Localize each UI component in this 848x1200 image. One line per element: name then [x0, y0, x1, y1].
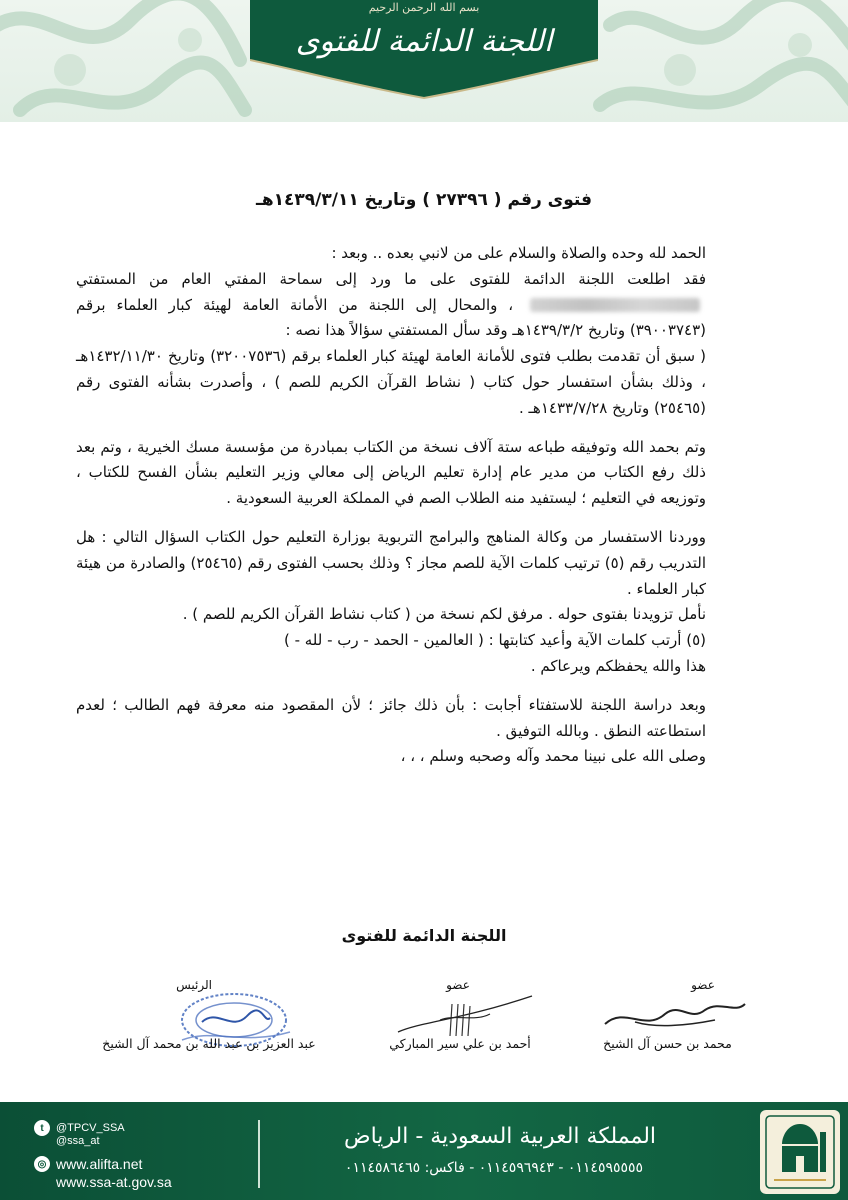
presidency-emblem [760, 1110, 840, 1194]
redacted-name [530, 298, 700, 312]
website-2[interactable]: www.ssa-at.gov.sa [56, 1174, 172, 1190]
signature-president [74, 978, 344, 1068]
signature-member-mubaraki [350, 978, 570, 1068]
instagram-contact[interactable] [56, 1135, 100, 1147]
signature-name: محمد بن حسن آل الشيخ [603, 1036, 732, 1051]
twitter-icon: t [34, 1120, 50, 1136]
footer-divider [258, 1120, 260, 1188]
printing-paragraph: وتم بحمد الله وتوفيقه طباعه ستة آلاف نسخة من الكتاب بمبادرة من مؤسسة مسك الخيرية ، وتم بعد ذلك رفع الكتاب من مدير عام إدارة تعليم الرياض إلى معالي وزير التعليم بشأن الفسح للكتاب ، وتوزيعه في التعليم ؛ ليستفيد منه الطلاب الصم في المملكة العربية السعودية . [76, 437, 706, 508]
fatwa-body [76, 241, 706, 770]
greeting-paragraph: الحمد لله وحده والصلاة والسلام على من لانبي بعده .. وبعد : [331, 244, 706, 262]
letterhead-footer [0, 1102, 848, 1200]
intro-text-a: فقد اطلعت اللجنة الدائمة للفتوى على ما ورد إلى سماحة المفتي العام من المستفتي [76, 269, 706, 288]
intro-paragraph [76, 267, 706, 344]
twitter-handle: @TPCV_SSA [56, 1122, 125, 1134]
committee-logo-text: اللجنة الدائمة للفتوى [295, 24, 553, 59]
exercise-paragraph: (٥) أرتب كلمات الآية وأعيد كتابتها : ( العالمين - الحمد - رب - لله - ) [283, 631, 706, 650]
fatwa-title: فتوى رقم ( ٢٧٣٩٦ ) وتاريخ ١٤٣٩/٣/١١هـ [256, 190, 592, 210]
request-paragraph: نأمل تزويدنا بفتوى حوله . مرفق لكم نسخة من ( كتاب نشاط القرآن الكريم للصم ) . [182, 605, 706, 624]
signature-name: أحمد بن علي سير المباركي [389, 1036, 531, 1051]
website-1[interactable]: www.alifta.net [56, 1156, 143, 1172]
instagram-handle: @ssa_at [56, 1135, 100, 1147]
committee-signature-title: اللجنة الدائمة للفتوى [341, 926, 507, 945]
handwritten-signature [390, 992, 540, 1040]
handwritten-signature [595, 992, 755, 1034]
twitter-contact[interactable] [34, 1120, 125, 1136]
question-paragraph: ( سبق أن تقدمت بطلب فتوى للأمانة العامة لهيئة كبار العلماء برقم (٣٢٠٠٧٥٣٦) وتاريخ ١٤٣٢/١١/٣٠هـ ، وذلك بشأن استفسار حول كتاب ( نشاط القرآن الكريم للصم ) ، وأصدرت بشأنه الفتوى رقم (٢٥٤٦٥) وتاريخ ١٤٣٣/٧/٢٨هـ . [76, 347, 706, 417]
inquiry-paragraph: ووردنا الاستفسار من وكالة المناهج والبرامج التربوية بوزارة التعليم حول الكتاب السؤال التالي : هل التدريب رقم (٥) ترتيب كلمات الآية للصم مجاز ؟ وذلك بحسب الفتوى رقم (٢٥٤٦٥) والصادرة من هيئة كبار العلماء . [76, 527, 706, 598]
header-logo-block [250, 0, 598, 122]
signature-role: عضو [446, 978, 470, 992]
bismillah-text: بسم الله الرحمن الرحيم [368, 1, 480, 14]
website-contact-2[interactable] [56, 1174, 172, 1190]
signature-name: عبد العزيز بن عبد الله بن محمد آل الشيخ [102, 1036, 316, 1051]
signature-role: الرئيس [176, 978, 212, 992]
answer-paragraph: وبعد دراسة اللجنة للاستفتاء أجابت : بأن ذلك جائز ؛ لأن المقصود منه معرفة فهم الطالب ؛ لعدم استطاعته النطق . وبالله التوفيق . [76, 695, 706, 740]
letterhead-header [0, 0, 848, 122]
closing-prayer: وصلى الله على نبينا محمد وآله وصحبه وسلم ، ، ، [400, 747, 706, 766]
regards-paragraph: هذا والله يحفظكم ويرعاكم . [530, 656, 706, 675]
globe-icon: ◎ [34, 1156, 50, 1172]
website-contact[interactable] [34, 1156, 142, 1172]
signature-member-alsheikh [565, 978, 770, 1068]
signature-role: عضو [691, 978, 715, 992]
footer-address: المملكة العربية السعودية - الرياض [343, 1124, 657, 1149]
footer-phones: ٠١١٤٥٩٥٥٥٥ - ٠١١٤٥٩٦٩٤٣ - فاكس: ٠١١٤٥٨٦٤٦٥ [344, 1160, 644, 1176]
intro-text-b: ، والمحال إلى اللجنة من الأمانة العامة لهيئة كبار العلماء برقم (٣٩٠٠٣٧٤٣) وتاريخ ١٤٣٩/٣/٢هـ وقد سأل المستفتي سؤالاً هذا نصه : [76, 295, 706, 340]
